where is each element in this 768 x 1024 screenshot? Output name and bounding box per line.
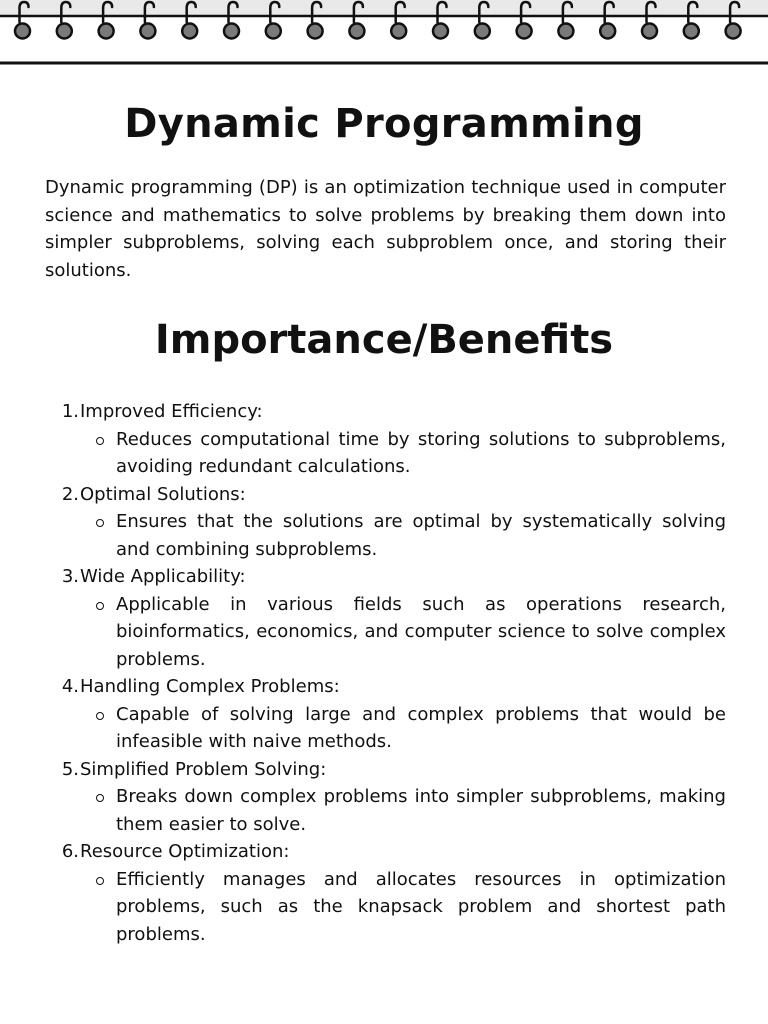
benefit-detail bbox=[116, 866, 726, 949]
benefit-detail bbox=[116, 426, 726, 481]
benefit-detail-text: Efficiently manages and allocates resources in optimization problems, such as the knapsack problem and shortest path problems. bbox=[116, 868, 726, 945]
hollow-bullet-icon bbox=[96, 437, 104, 445]
benefit-heading bbox=[0, 481, 768, 509]
benefits-list bbox=[0, 398, 768, 948]
list-item bbox=[0, 481, 768, 564]
benefit-detail-text: Breaks down complex problems into simpler subproblems, making them easier to solve. bbox=[116, 786, 726, 835]
benefit-detail-text: Ensures that the solutions are optimal by systematically solving and combining subproblems. bbox=[116, 511, 726, 560]
section-heading: Importance/Benefits bbox=[154, 317, 614, 363]
hollow-bullet-icon bbox=[96, 602, 104, 610]
hollow-bullet-icon bbox=[96, 794, 104, 802]
hollow-bullet-icon bbox=[96, 712, 104, 720]
benefit-heading-text: Resource Optimization: bbox=[80, 841, 290, 862]
list-item bbox=[0, 838, 768, 948]
benefit-number: 2. bbox=[61, 483, 79, 505]
benefit-heading bbox=[0, 838, 768, 866]
benefit-number: 1. bbox=[61, 401, 79, 422]
list-item bbox=[0, 398, 768, 481]
benefit-detail bbox=[116, 701, 726, 756]
benefit-detail bbox=[116, 591, 726, 674]
benefit-detail-text: Capable of solving large and complex problems that would be infeasible with naive methods. bbox=[116, 703, 726, 752]
benefit-detail bbox=[116, 508, 726, 563]
hollow-bullet-icon bbox=[96, 519, 104, 527]
benefit-detail-text: Applicable in various fields such as operations research, bioinformatics, economics, and computer science to solve complex problems. bbox=[116, 593, 726, 670]
hollow-bullet-icon bbox=[96, 877, 104, 885]
benefit-number: 3. bbox=[61, 566, 79, 587]
list-item bbox=[0, 563, 768, 673]
benefit-heading-text: Optimal Solutions: bbox=[80, 483, 246, 505]
list-item bbox=[0, 756, 768, 839]
benefit-detail-text: Reduces computational time by storing solutions to subproblems, avoiding redundant calculations. bbox=[116, 428, 726, 477]
benefit-heading-text: Simplified Problem Solving: bbox=[80, 758, 327, 780]
intro-paragraph: Dynamic programming (DP) is an optimization technique used in computer science and mathematics to solve problems by breaking them down into simpler subproblems, solving each subproblem once, and storing their solutions. bbox=[45, 177, 726, 281]
benefit-number: 4. bbox=[61, 676, 79, 697]
benefit-number: 6. bbox=[61, 841, 79, 862]
benefit-detail bbox=[116, 783, 726, 838]
benefit-heading bbox=[0, 756, 768, 784]
benefit-number: 5. bbox=[61, 758, 79, 780]
benefit-heading bbox=[0, 673, 768, 701]
benefit-heading bbox=[0, 563, 768, 591]
benefit-heading bbox=[0, 398, 768, 426]
benefit-heading-text: Wide Applicability: bbox=[80, 566, 246, 587]
spiral-binding-graphic bbox=[0, 0, 768, 66]
benefit-heading-text: Handling Complex Problems: bbox=[80, 676, 340, 697]
benefit-heading-text: Improved Efficiency: bbox=[80, 401, 263, 422]
page-title: Dynamic Programming bbox=[124, 101, 644, 147]
list-item bbox=[0, 673, 768, 756]
spiral-binding bbox=[0, 0, 768, 66]
notebook-page bbox=[0, 66, 768, 1024]
